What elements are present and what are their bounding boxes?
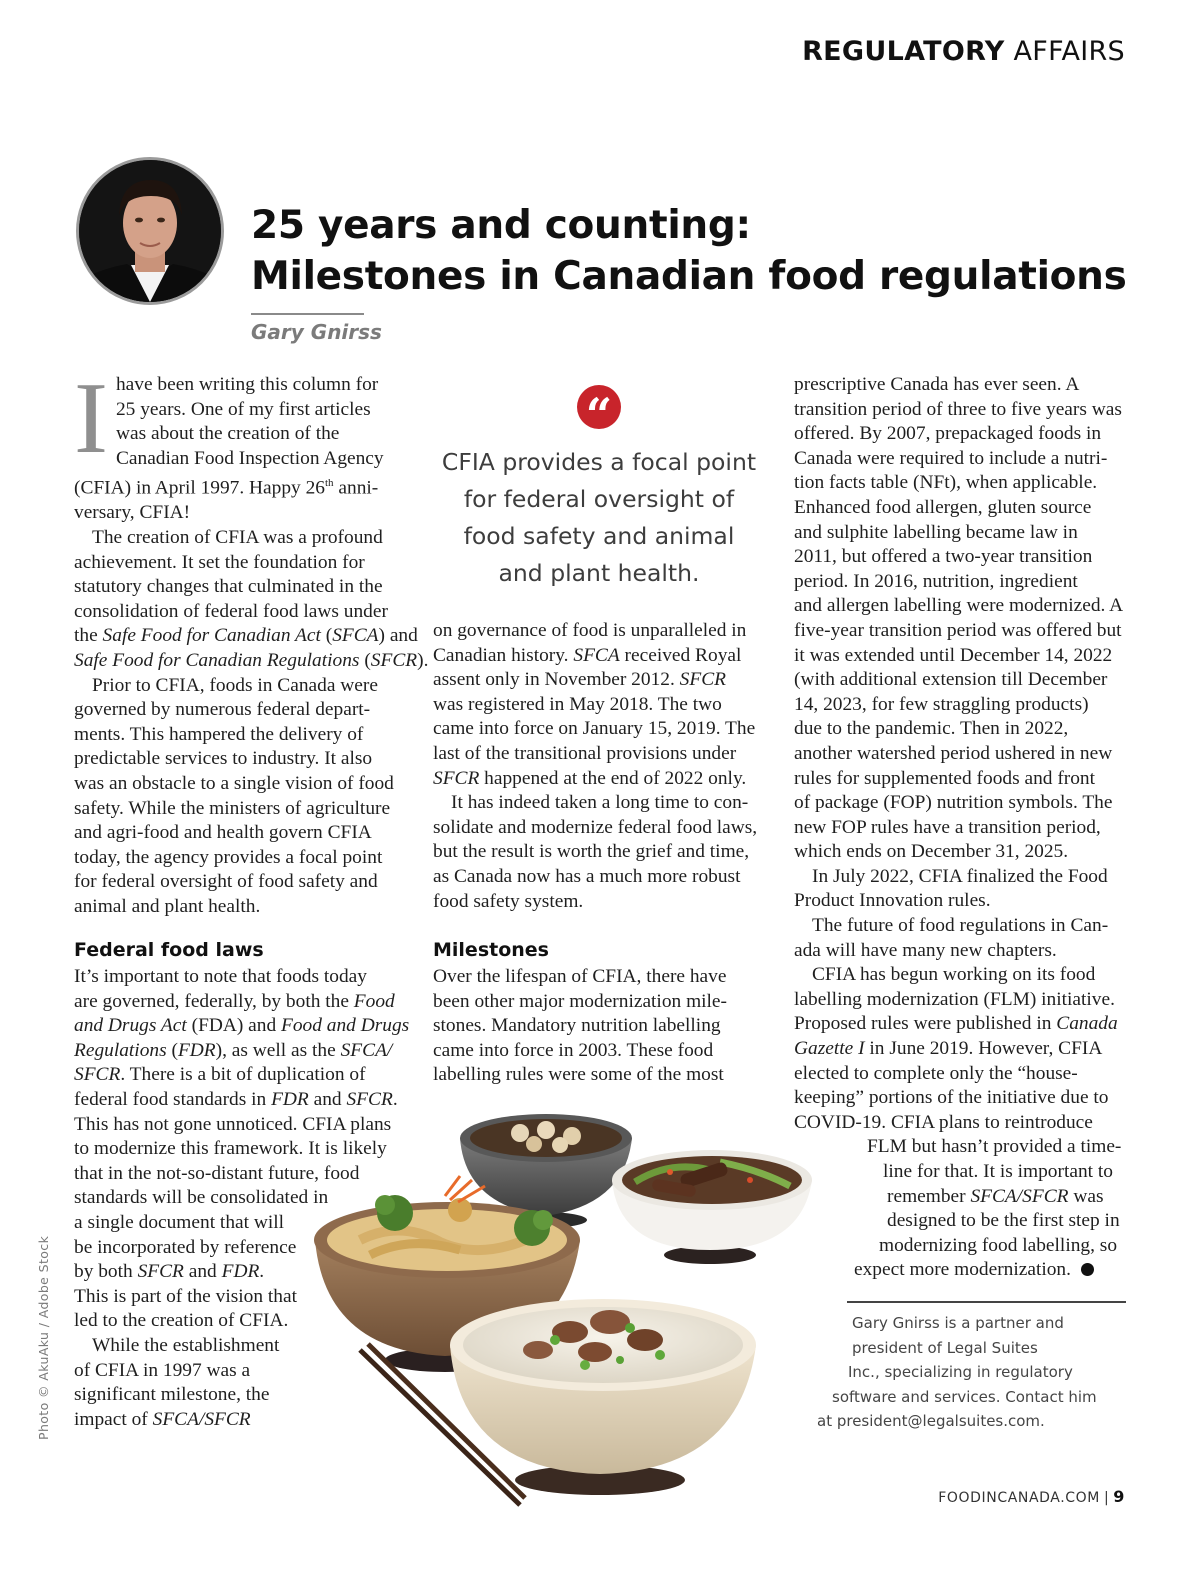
subheading-milestones: Milestones [433,939,549,961]
paragraph: Prior to CFIA, foods in Canada were governed by numerous federal depart- ments. This hampered the delivery of predictable services to industry. It also was an obstacle to a single vision of food safety. While the ministers of agriculture and agri-food and health govern CFIA today, the agency provides a focal point for federal oversight of food safety and animal and plant health. [74,674,394,917]
paragraph: It has indeed taken a long time to con- solidate and modernize federal food laws, but the result is worth the grief and time, as Canada now has a much more robust food safety system. [433,792,758,912]
bio-divider [847,1301,1126,1303]
paragraph: prescriptive Canada has ever seen. A transition period of three to five years was offered. By 2007, prepackaged foods in Canada were required to include a nutri- tion facts table (NFt), when applicable. Enhanced food allergen, gluten source and sulphite labelling became law in 2011, but offered a two-year transition period. In 2016, nutrition, ingredient and allergen labelling were modernized. A five-year transition period was offered but it was extended until December 14, 2022 (with additional extension till December 14, 2023, for few straggling products) due to the pandemic. Then in 2022, another watershed period ushered in new rules for supplemented foods and front of package (FOP) nutrition symbols. The new FOP rules have a transition period, which ends on December 31, 2025. [794,374,1124,863]
author-byline: Gary Gnirss [251,320,382,344]
article-title: 25 years and counting: Milestones in Canadian food regulations [251,203,1127,299]
paragraph: The future of food regulations in Can- ada will have many new chapters. [794,915,1109,961]
food-bowls-photo [300,1100,860,1510]
author-bio: Gary Gnirss is a partner and president of Legal Suites Inc., specializing in regulatory software and services. Contact him at president@legalsuites.com. [817,1314,1097,1430]
end-mark-icon [1081,1263,1094,1276]
drop-cap: I [74,362,108,475]
page-footer: FOODINCANADA.COM | 9 [938,1487,1125,1506]
paragraph: Over the lifespan of CFIA, there have been other major modernization mile- stones. Mandatory nutrition labelling came into force in 2003. These food labelling rules were some of the most [433,966,727,1086]
author-photo [76,157,224,305]
site-name: FOODINCANADA.COM [938,1490,1100,1506]
photo-credit: Photo © AkuAku / Adobe Stock [36,1235,51,1440]
paragraph: It’s important to note that foods today are governed, federally, by both the Food and Drugs Act (FDA) and Food and Drugs Regulations (FDR), as well as the SFCA/ SFCR. There is a bit of duplication of federal food standards in FDR and SFCR. This has not gone unnoticed. CFIA plans to modernize this framework. It is likely that in the not-so-distant future, food standards will be consolidated in a single document that will be incorporated by reference by both SFCR and FDR. This is part of the vision that led to the creation of CFIA. [74,966,410,1332]
title-divider [251,313,364,315]
quote-mark-icon: “ [577,385,621,429]
section-heading: REGULATORY AFFAIRS [802,36,1125,67]
column-2-continued [433,965,765,1088]
paragraph-intro: I have been writing this column for 25 years. One of my first articles was about the creation of the Canadian Food Inspection Agency (CFIA) in April 1997. Happy 26th anni- versary, CFIA! [74,362,384,524]
paragraph: on governance of food is unparalleled in Canadian history. SFCA received Royal assent only in November 2012. SFCR was registered in May 2018. The two came into force on January 15, 2019. The last of the transitional provisions under SFCR happened at the end of 2022 only. [433,620,756,789]
pull-quote: CFIA provides a focal point for federal oversight of food safety and animal and plant health. [441,448,757,587]
column-1 [74,362,429,920]
paragraph: The creation of CFIA was a profound achievement. It set the foundation for statutory changes that culminated in the consolidation of federal food laws under the Safe Food for Canadian Act (SFCA) and Safe Food for Canadian Regulations (SFCR). [74,527,429,671]
page-number: 9 [1113,1487,1125,1506]
paragraph: In July 2022, CFIA finalized the Food Product Innovation rules. [794,865,1108,912]
paragraph: While the establishment of CFIA in 1997 was a significant milestone, the impact of SFCA/SFCR [74,1334,280,1430]
subheading-federal-food-laws: Federal food laws [74,939,264,961]
column-2 [433,619,765,914]
paragraph: CFIA has begun working on its food labelling modernization (FLM) initiative. Proposed rules were published in Canada Gazette I in June 2019. However, CFIA elected to complete only the “house- keeping” portions of the initiative due to COVID-19. CFIA plans to reintroduce FLM but hasn’t provided a time- line for that. It is important to remember SFCA/SFCR was designed to be the first step in modernizing food labelling, so expect more modernization. [794,964,1122,1281]
